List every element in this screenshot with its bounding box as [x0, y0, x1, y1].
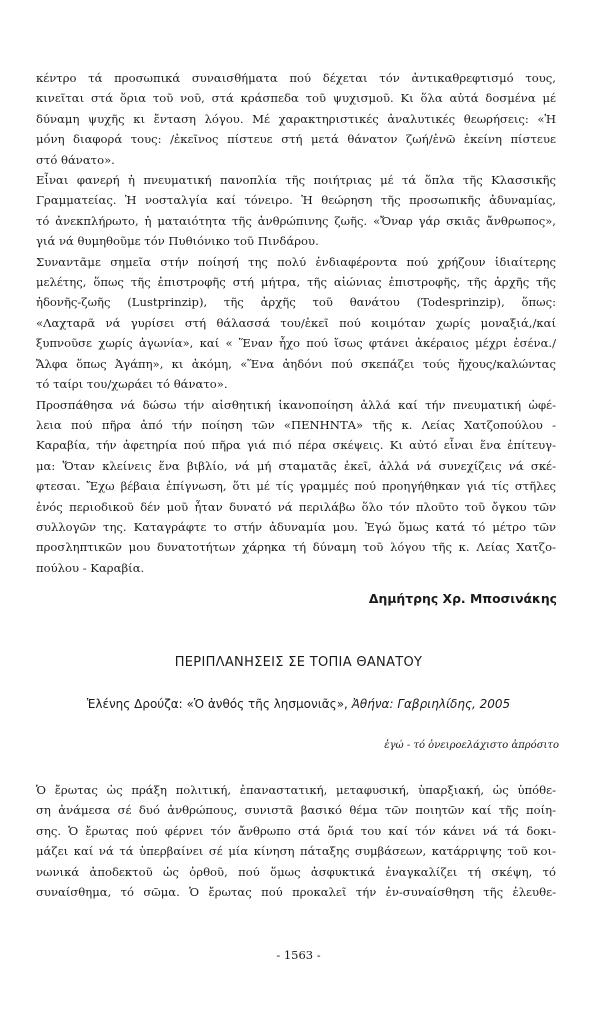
text-line: μόνη διαφορά τους: /ἐκεῖνος πίστευε στή μετά θάνατον ζωή/ἐνῶ ἐκείνη πίστευε — [36, 132, 556, 147]
text-line: συλλογῶν της. Καταγράφτε το στήν ἀδυναμία μου. Ἐγώ ὅμως κατά τό μέτρο τῶν — [36, 519, 556, 534]
epigraph: ἐγώ - τό ὀνειροελάχιστο ἀπρόσιτο — [384, 740, 559, 751]
text-line: φτεσαι. Ἔχω βέβαια ἐπίγνωση, ὅτι μέ τίς γραμμές πού προηγήθηκαν γιά τίς στῆλες — [36, 479, 556, 494]
text-line: δύναμη ψυχῆς κι ἔνταση λόγου. Μέ χαρακτηριστικές ἀναλυτικές θεωρήσεις: «Ἡ — [36, 111, 556, 126]
text-line: Εἶναι φανερή ἡ πνευματική πανοπλία τῆς ποιήτριας μέ τά ὅπλα τῆς Κλασσικῆς — [36, 173, 556, 188]
text-line: στό θάνατο». — [36, 152, 115, 167]
text-line: Καραβία, τήν ἀφετηρία πού πῆρα γιά πιό πέρα σκέψεις. Κι αὐτό εἶναι ἕνα ἐπίτευγ- — [36, 438, 556, 453]
text-line: μα: Ὅταν κλείνεις ἕνα βιβλίο, νά μή σταματᾶς ἐκεῖ, ἀλλά νά συνεχίζεις νά σκέ- — [36, 458, 556, 473]
text-line: «Λαχταρᾶ νά γυρίσει στή θάλασσά του/ἐκεῖ πού κοιμόταν χωρίς μοναξιά,/καί — [36, 315, 556, 330]
text-line: Προσπάθησα νά δώσω τήν αἰσθητική ἱκανοποίηση ἀλλά καί τήν πνευματική ὠφέ- — [36, 397, 556, 412]
text-line: λεια πού πῆρα ἀπό τήν ποίηση τῶν «ΠΕΝΗΝΤΑ» τῆς κ. Λείας Χατζοπούλου - — [36, 417, 556, 432]
text-line: συναίσθημα, τό σῶμα. Ὁ ἔρωτας πού προκαλεῖ τήν ἐν-συναίσθηση τῆς ἐλευθε- — [36, 885, 556, 900]
book-citation — [0, 697, 597, 711]
text-line: Ἄλφα ὅπως Ἀγάπη», κι ἀκόμη, «Ἕνα ἀηδόνι πού σκεπάζει τούς ἤχους/καλώντας — [36, 356, 556, 371]
text-line: Γραμματείας. Ἡ νοσταλγία καί τόνειρο. Ἡ θεώρηση τῆς προσωπικῆς ἀδυναμίας, — [36, 193, 556, 208]
review-text-block — [36, 68, 556, 578]
text-line: κινεῖται στά ὅρια τοῦ νοῦ, στά κράσπεδα τοῦ ψυχισμοῦ. Κι ὅλα αὐτά δοσμένα μέ — [36, 91, 556, 106]
text-line: κέντρο τά προσωπικά συναισθήματα πού δέχεται τόν ἀντικαθρεφτισμό τους, — [36, 71, 556, 85]
text-line: γιά νά θυμηθοῦμε τόν Πυθιόνικο τοῦ Πινδάρου. — [36, 234, 319, 249]
citation-publisher: Ἀθήνα: Γαβριηλίδης, 2005 — [351, 697, 511, 711]
next-review-text-block — [36, 780, 556, 902]
text-line: μελέτης, ὅπως τῆς ἐπιστροφῆς στή μήτρα, τῆς αἰώνιας ἐπιστροφῆς, τῆς ἀρχῆς τῆς — [36, 275, 556, 290]
citation-author-title: Ἑλένης Δρούζα: «Ὁ ἀνθός τῆς λησμονιᾶς», — [86, 697, 348, 711]
text-line: πούλου - Καραβία. — [36, 560, 145, 575]
text-line: τό ταίρι του/χωράει τό θάνατο». — [36, 377, 228, 392]
text-line: Ὁ ἔρωτας ὡς πράξη πολιτική, ἐπαναστατική, μεταφυσική, ὑπαρξιακή, ὡς ὑπόθε- — [36, 783, 556, 797]
section-title: ΠΕΡΙΠΛΑΝΗΣΕΙΣ ΣΕ ΤΟΠΙΑ ΘΑΝΑΤΟΥ — [174, 655, 423, 670]
text-line: ἑνός περιοδικοῦ δέν μοῦ ἦταν δυνατό νά περιλάβω ὅλο τόν πλοῦτο τοῦ ὄγκου τῶν — [36, 499, 556, 514]
text-line: τό ἀνεκπλήρωτο, ἡ ματαιότητα τῆς ἀνθρώπινης ζωῆς. «Ὄναρ γάρ σκιᾶς ἄνθρωπος», — [36, 213, 556, 228]
text-line: σης. Ὁ ἔρωτας πού φέρνει τόν ἄνθρωπο στά ὅριά του καί τόν κάνει νά τά δοκι- — [36, 823, 556, 838]
text-line: ση ἀνάμεσα σέ δυό ἀνθρώπους, συνιστᾶ βασικό θέμα τῶν ποιητῶν καί τῆς ποίη- — [36, 803, 556, 818]
page-number: - 1563 - — [276, 948, 321, 962]
text-line: ξυπνοῦσε χωρίς ἀγωνία», καί « Ἕναν ἦχο πού ἴσως φτάνει ἀκέραιος μέχρι ἐσένα./ — [36, 336, 556, 351]
text-line: Συναντᾶμε σημεῖα στήν ποίησή της πολύ ἐνδιαφέροντα πού χρήζουν ἰδιαίτερης — [36, 254, 556, 269]
text-line: ἡδονῆς-ζωῆς (Lustprinzip), τῆς ἀρχῆς τοῦ θανάτου (Todesprinzip), ὅπως: — [36, 295, 556, 310]
text-line: νωνικά ἀποδεκτοῦ ὡς ὀρθοῦ, πού ὅμως ἀσφυκτικά ἐναγκαλίζει τή σκέψη, τό — [36, 864, 556, 879]
author-signature: Δημήτρης Χρ. Μποσινάκης — [368, 591, 557, 606]
text-line: προσληπτικῶν μου δυνατοτήτων χάρηκα τή δύναμη τοῦ λόγου τῆς κ. Λείας Χατζο- — [36, 540, 556, 555]
text-line: μάζει καί νά τά ὑπερβαίνει σέ μία κίνηση πάταξης συμβάσεων, κατάρριψης τοῦ κοι- — [36, 844, 556, 859]
